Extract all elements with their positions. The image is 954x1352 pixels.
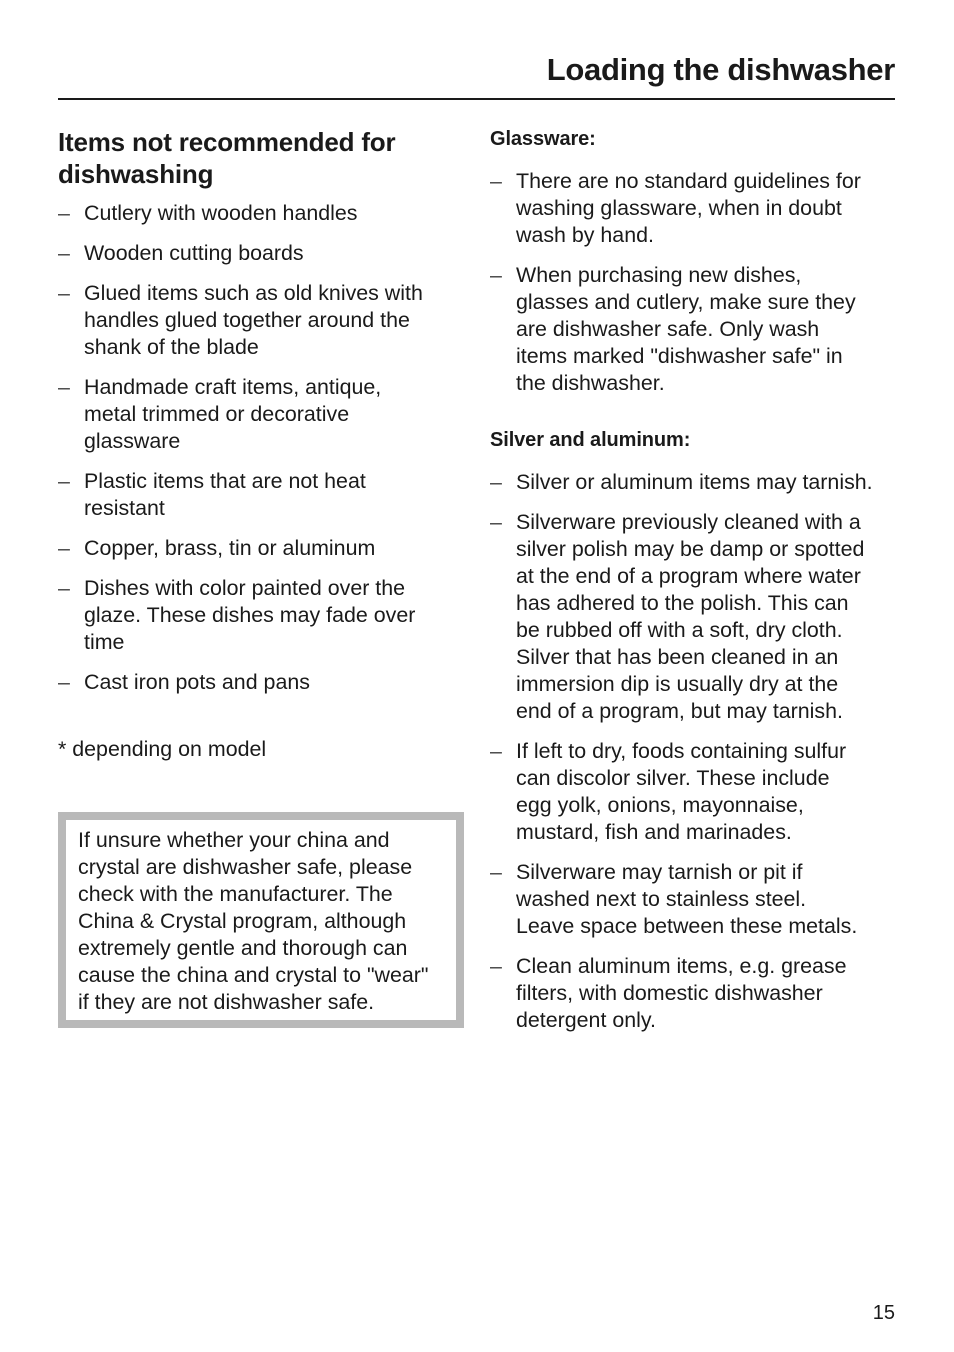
list-item-line: glasses and cutlery, make sure they <box>516 290 856 314</box>
silver-aluminum-list <box>490 469 900 1034</box>
list-item-line: Copper, brass, tin or aluminum <box>84 536 376 560</box>
list-item <box>490 469 900 496</box>
notice-line: If unsure whether your china and <box>78 828 390 852</box>
glassware-heading: Glassware: <box>490 128 596 150</box>
list-item <box>490 509 900 725</box>
page-number: 15 <box>872 1302 895 1324</box>
list-item <box>490 738 900 846</box>
list-item-line: be rubbed off with a soft, dry cloth. <box>516 618 843 642</box>
list-item-line: metal trimmed or decorative <box>84 402 350 426</box>
list-item <box>490 859 900 940</box>
notice-line: if they are not dishwasher safe. <box>78 990 375 1014</box>
list-item <box>58 200 458 227</box>
list-item <box>58 535 458 562</box>
footnote: * depending on model <box>58 737 267 761</box>
title-rule <box>58 98 895 100</box>
list-item-line: When purchasing new dishes, <box>516 263 802 287</box>
heading-line: dishwashing <box>58 159 214 189</box>
list-item-line: resistant <box>84 496 165 520</box>
list-item-line: filters, with domestic dishwasher <box>516 981 823 1005</box>
list-item-line: shank of the blade <box>84 335 259 359</box>
list-item-line: washed next to stainless steel. <box>516 887 807 911</box>
notice-line: extremely gentle and thorough can <box>78 936 408 960</box>
glassware-list <box>490 168 900 397</box>
list-item <box>58 669 458 696</box>
list-item <box>58 468 458 522</box>
list-item-line: Wooden cutting boards <box>84 241 304 265</box>
list-item-line: glassware <box>84 429 181 453</box>
list-item-line: time <box>84 630 125 654</box>
list-item-line: egg yolk, onions, mayonnaise, <box>516 793 804 817</box>
notice-line: crystal are dishwasher safe, please <box>78 855 413 879</box>
list-item-line: Glued items such as old knives with <box>84 281 423 305</box>
list-item-line: Handmade craft items, antique, <box>84 375 382 399</box>
notice-line: check with the manufacturer. The <box>78 882 393 906</box>
list-item-line: mustard, fish and marinades. <box>516 820 792 844</box>
list-item-line: Dishes with color painted over the <box>84 576 406 600</box>
list-item-line: washing glassware, when in doubt <box>516 196 842 220</box>
list-item-line: Silver or aluminum items may tarnish. <box>516 470 873 494</box>
list-item-line: Silverware previously cleaned with a <box>516 510 861 534</box>
left-column <box>58 126 458 1028</box>
list-item <box>490 953 900 1034</box>
list-item-line: Plastic items that are not heat <box>84 469 366 493</box>
list-item-line: Cutlery with wooden handles <box>84 201 358 225</box>
list-item-line: detergent only. <box>516 1008 656 1032</box>
list-item <box>58 374 458 455</box>
list-item-line: items marked "dishwasher safe" in <box>516 344 843 368</box>
list-item-line: Cast iron pots and pans <box>84 670 310 694</box>
list-item-line: at the end of a program where water <box>516 564 861 588</box>
list-item-line: Silverware may tarnish or pit if <box>516 860 803 884</box>
not-recommended-list <box>58 200 458 696</box>
section-heading-not-recommended <box>58 126 458 190</box>
list-item-line: handles glued together around the <box>84 308 410 332</box>
page-title: Loading the dishwasher <box>546 52 895 87</box>
list-item-line: Leave space between these metals. <box>516 914 858 938</box>
list-item-line: silver polish may be damp or spotted <box>516 537 865 561</box>
list-item-line: There are no standard guidelines for <box>516 169 861 193</box>
notice-box <box>58 812 464 1028</box>
list-item-line: end of a program, but may tarnish. <box>516 699 843 723</box>
list-item-line: are dishwasher safe. Only wash <box>516 317 820 341</box>
list-item <box>58 280 458 361</box>
list-item-line: wash by hand. <box>516 223 654 247</box>
notice-line: cause the china and crystal to "wear" <box>78 963 429 987</box>
list-item-line: Silver that has been cleaned in an <box>516 645 839 669</box>
notice-line: China & Crystal program, although <box>78 909 407 933</box>
list-item <box>490 262 900 397</box>
list-item-line: glaze. These dishes may fade over <box>84 603 416 627</box>
right-column <box>490 126 900 1047</box>
list-item-line: If left to dry, foods containing sulfur <box>516 739 847 763</box>
silver-aluminum-heading: Silver and aluminum: <box>490 429 691 451</box>
heading-line: Items not recommended for <box>58 127 396 157</box>
list-item-line: has adhered to the polish. This can <box>516 591 849 615</box>
list-item <box>58 240 458 267</box>
list-item-line: can discolor silver. These include <box>516 766 830 790</box>
list-item-line: the dishwasher. <box>516 371 665 395</box>
list-item-line: immersion dip is usually dry at the <box>516 672 839 696</box>
list-item-line: Clean aluminum items, e.g. grease <box>516 954 847 978</box>
list-item <box>490 168 900 249</box>
list-item <box>58 575 458 656</box>
